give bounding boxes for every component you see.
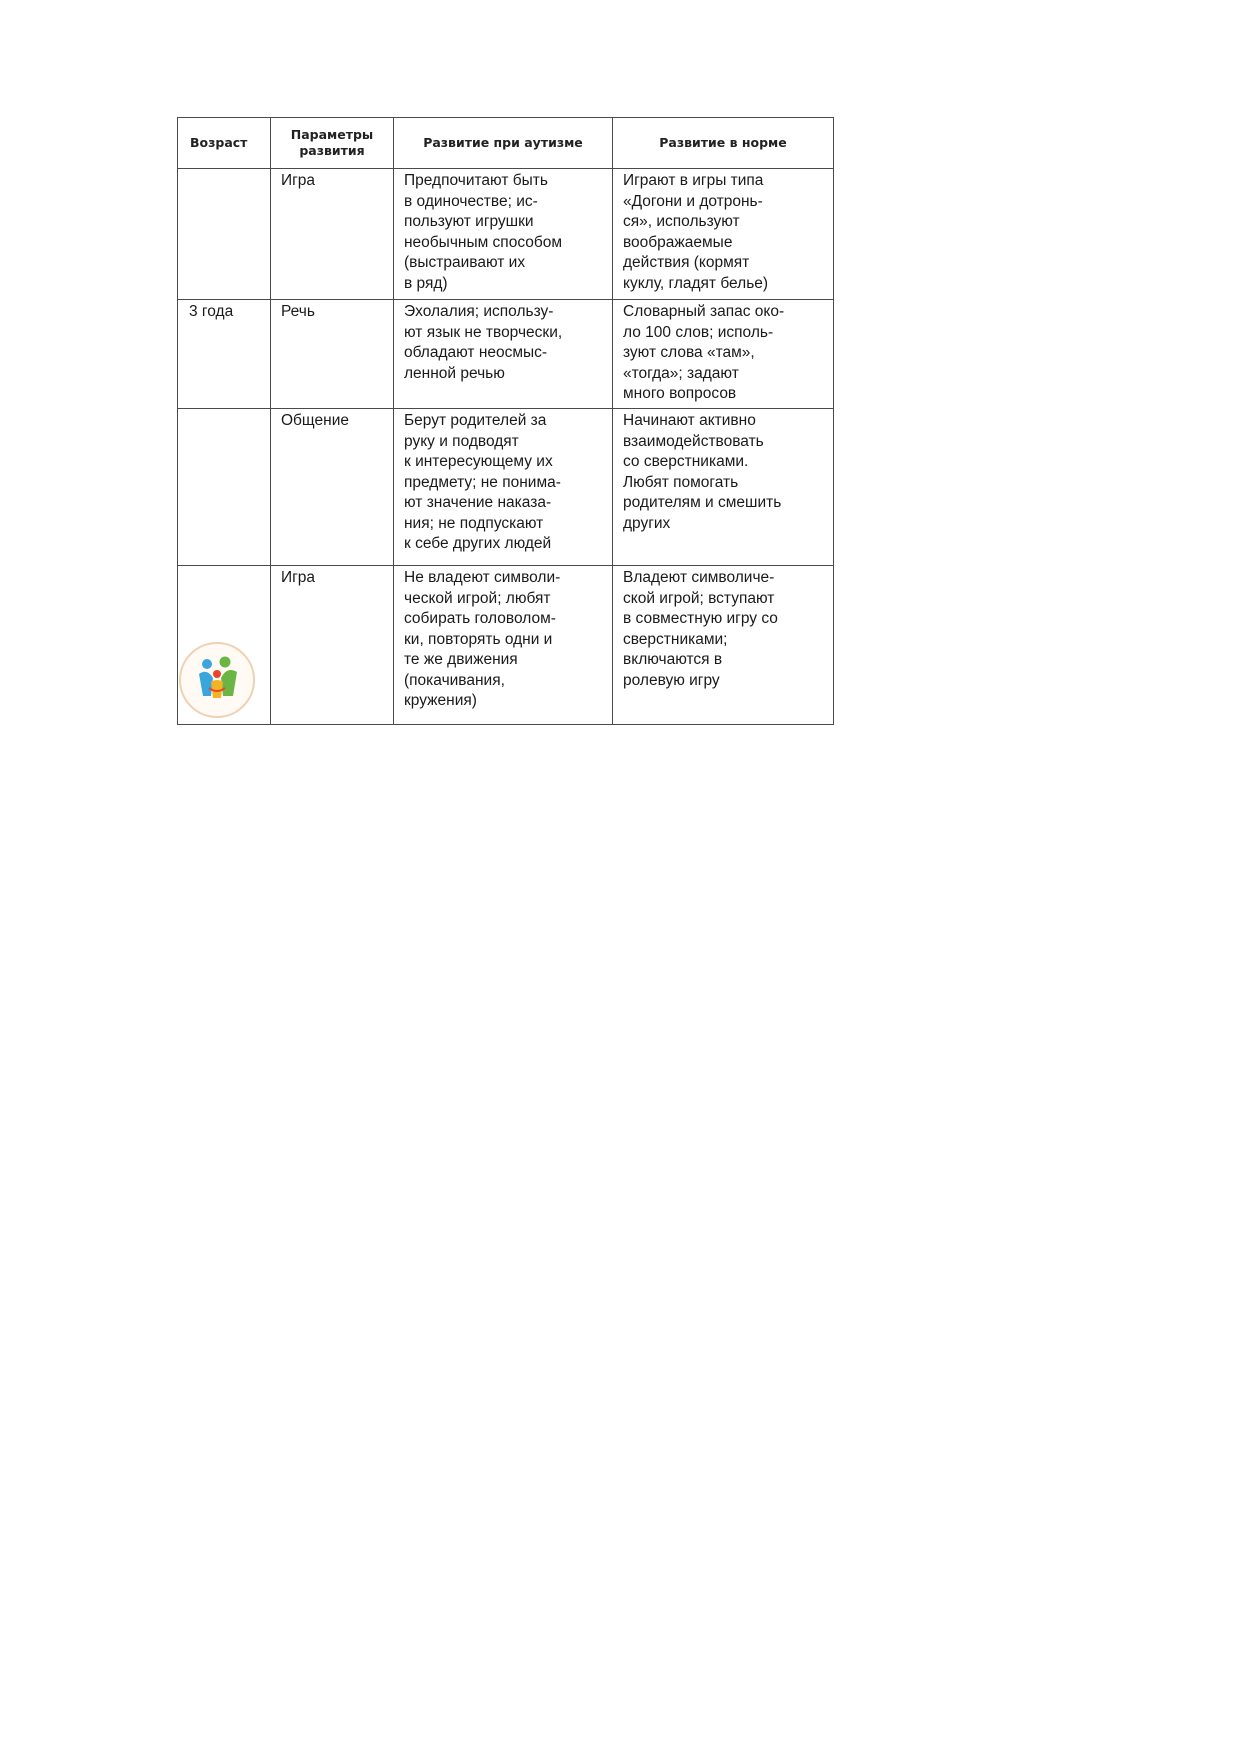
header-norm: Развитие в норме bbox=[613, 118, 834, 169]
age-cell: 3 года bbox=[178, 300, 271, 409]
autism-cell: Эхолалия; использу- ют язык не творчески, обладают неосмыс- ленной речью bbox=[394, 300, 613, 409]
autism-cell: Берут родителей за руку и подводят к интересующему их предмету; не понима- ют значение наказа- ния; не подпускают к себе других людей bbox=[394, 409, 613, 566]
table-row bbox=[178, 409, 834, 566]
age-cell bbox=[178, 169, 271, 300]
table-row bbox=[178, 566, 834, 725]
norm-cell: Словарный запас око- ло 100 слов; исполь- зуют слова «там», «тогда»; задают много вопросов bbox=[613, 300, 834, 409]
development-comparison-table bbox=[177, 117, 834, 725]
parameter-cell: Речь bbox=[271, 300, 394, 409]
age-cell bbox=[178, 566, 271, 725]
organization-logo bbox=[179, 642, 255, 718]
autism-cell: Предпочитают быть в одиночестве; ис- пользуют игрушки необычным способом (выстраивают их в ряд) bbox=[394, 169, 613, 300]
norm-cell: Владеют символиче- ской игрой; вступают в совместную игру со сверстниками; включаются в ролевую игру bbox=[613, 566, 834, 725]
header-autism: Развитие при аутизме bbox=[394, 118, 613, 169]
table-row bbox=[178, 300, 834, 409]
header-age: Возраст bbox=[178, 118, 271, 169]
table-header bbox=[178, 118, 834, 169]
norm-cell: Играют в игры типа «Догони и дотронь- ся», используют воображаемые действия (кормят куклу, гладят белье) bbox=[613, 169, 834, 300]
family-logo-icon bbox=[181, 644, 253, 716]
norm-cell: Начинают активно взаимодействовать со сверстниками. Любят помогать родителям и смешить других bbox=[613, 409, 834, 566]
parameter-cell: Игра bbox=[271, 169, 394, 300]
age-cell bbox=[178, 409, 271, 566]
autism-cell: Не владеют символи- ческой игрой; любят собирать головолом- ки, повторять одни и те же движения (покачивания, кружения) bbox=[394, 566, 613, 725]
header-parameters: Параметры развития bbox=[271, 118, 394, 169]
parameter-cell: Игра bbox=[271, 566, 394, 725]
table-row bbox=[178, 169, 834, 300]
parameter-cell: Общение bbox=[271, 409, 394, 566]
